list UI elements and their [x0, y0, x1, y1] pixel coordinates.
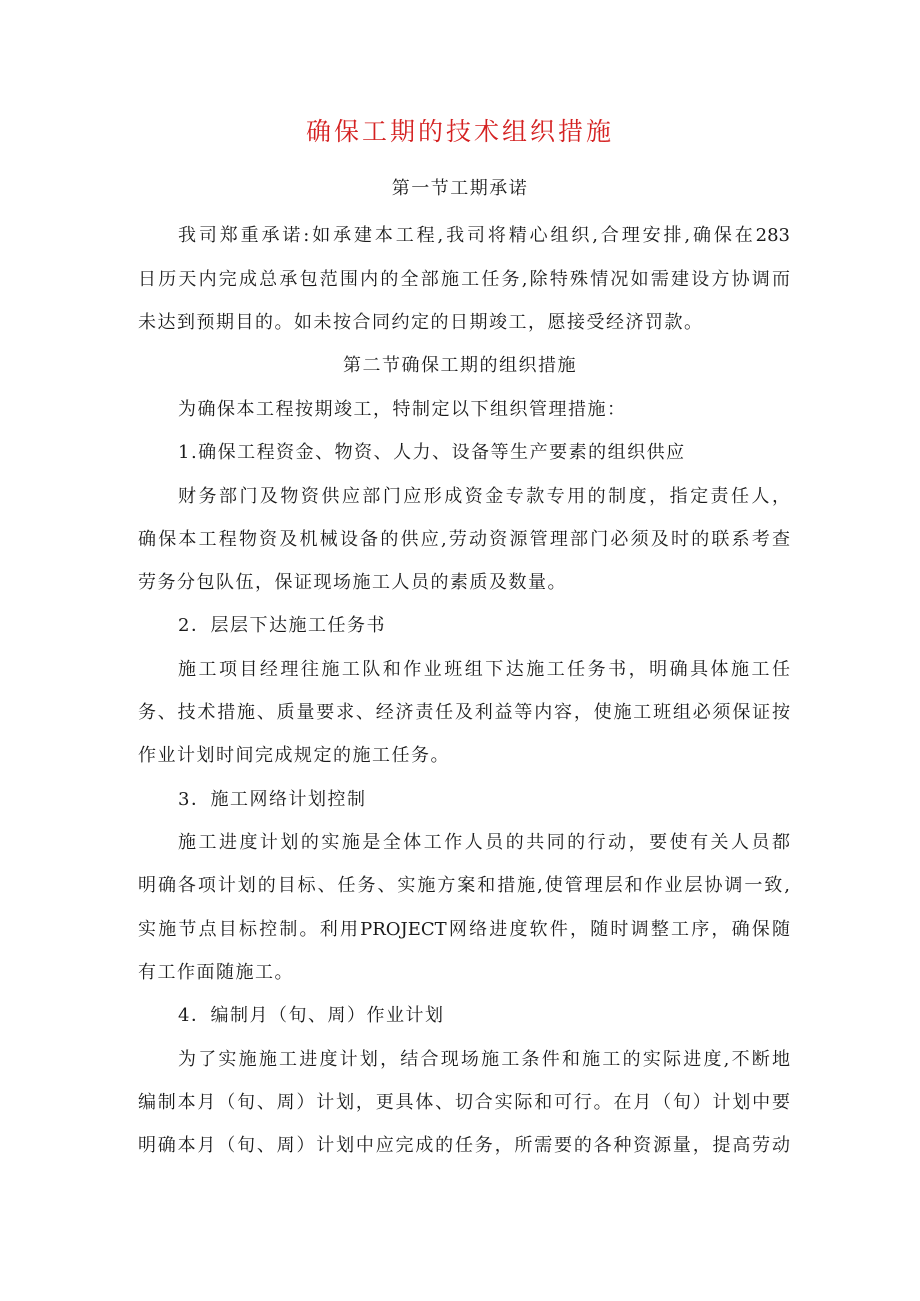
- item-1-body-line: 劳务分包队伍，保证现场施工人员的素质及数量。: [138, 572, 567, 593]
- item-3-body-line: 施工进度计划的实施是全体工作人员的共同的行动，要使有关人员都: [178, 832, 790, 853]
- item-2-label: 2．层层下达施工任务书: [178, 615, 386, 636]
- item-4-label: 4．编制月（旬、周）作业计划: [178, 1005, 445, 1026]
- section-1-paragraph-line: 日历天内完成总承包范围内的全部施工任务,除特殊情况如需建设方协调而: [138, 269, 790, 290]
- item-2-body-line: 施工项目经理往施工队和作业班组下达施工任务书，明确具体施工任: [178, 659, 790, 680]
- item-2-body-line: 务、技术措施、质量要求、经济责任及利益等内容，使施工班组必须保证按: [138, 702, 790, 723]
- item-4-body-line: 编制本月（旬、周）计划，更具体、切合实际和可行。在月（旬）计划中要: [138, 1092, 790, 1113]
- document-title: 确保工期的技术组织措施: [305, 117, 614, 146]
- section-2-heading: 第二节确保工期的组织措施: [343, 355, 577, 376]
- item-1-body-line: 确保本工程物资及机械设备的供应,劳动资源管理部门必须及时的联系考查: [138, 529, 790, 550]
- section-1-heading: 第一节工期承诺: [391, 178, 529, 199]
- item-4-body-line: 明确本月（旬、周）计划中应完成的任务，所需要的各种资源量，提高劳动: [138, 1135, 790, 1156]
- item-3-body-line: 有工作面随施工。: [138, 962, 294, 983]
- item-4-body-line: 为了实施施工进度计划，结合现场施工条件和施工的实际进度,不断地: [178, 1049, 790, 1070]
- item-3-label: 3．施工网络计划控制: [178, 789, 367, 810]
- item-3-body-line: 明确各项计划的目标、任务、实施方案和措施,使管理层和作业层协调一致,: [138, 875, 790, 896]
- item-2-body-line: 作业计划时间完成规定的施工任务。: [138, 745, 450, 766]
- item-1-body-line: 财务部门及物资供应部门应形成资金专款专用的制度，指定责任人，: [178, 486, 790, 507]
- item-1-label: 1.确保工程资金、物资、人力、设备等生产要素的组织供应: [178, 442, 686, 463]
- section-1-paragraph-line: 我司郑重承诺:如承建本工程,我司将精心组织,合理安排,确保在283: [178, 225, 790, 246]
- item-3-body-line: 实施节点目标控制。利用PROJECT网络进度软件，随时调整工序，确保随: [138, 919, 790, 940]
- section-1-paragraph-line: 未达到预期目的。如未按合同约定的日期竣工，愿接受经济罚款。: [138, 312, 704, 333]
- section-2-intro: 为确保本工程按期竣工，特制定以下组织管理措施：: [178, 399, 627, 420]
